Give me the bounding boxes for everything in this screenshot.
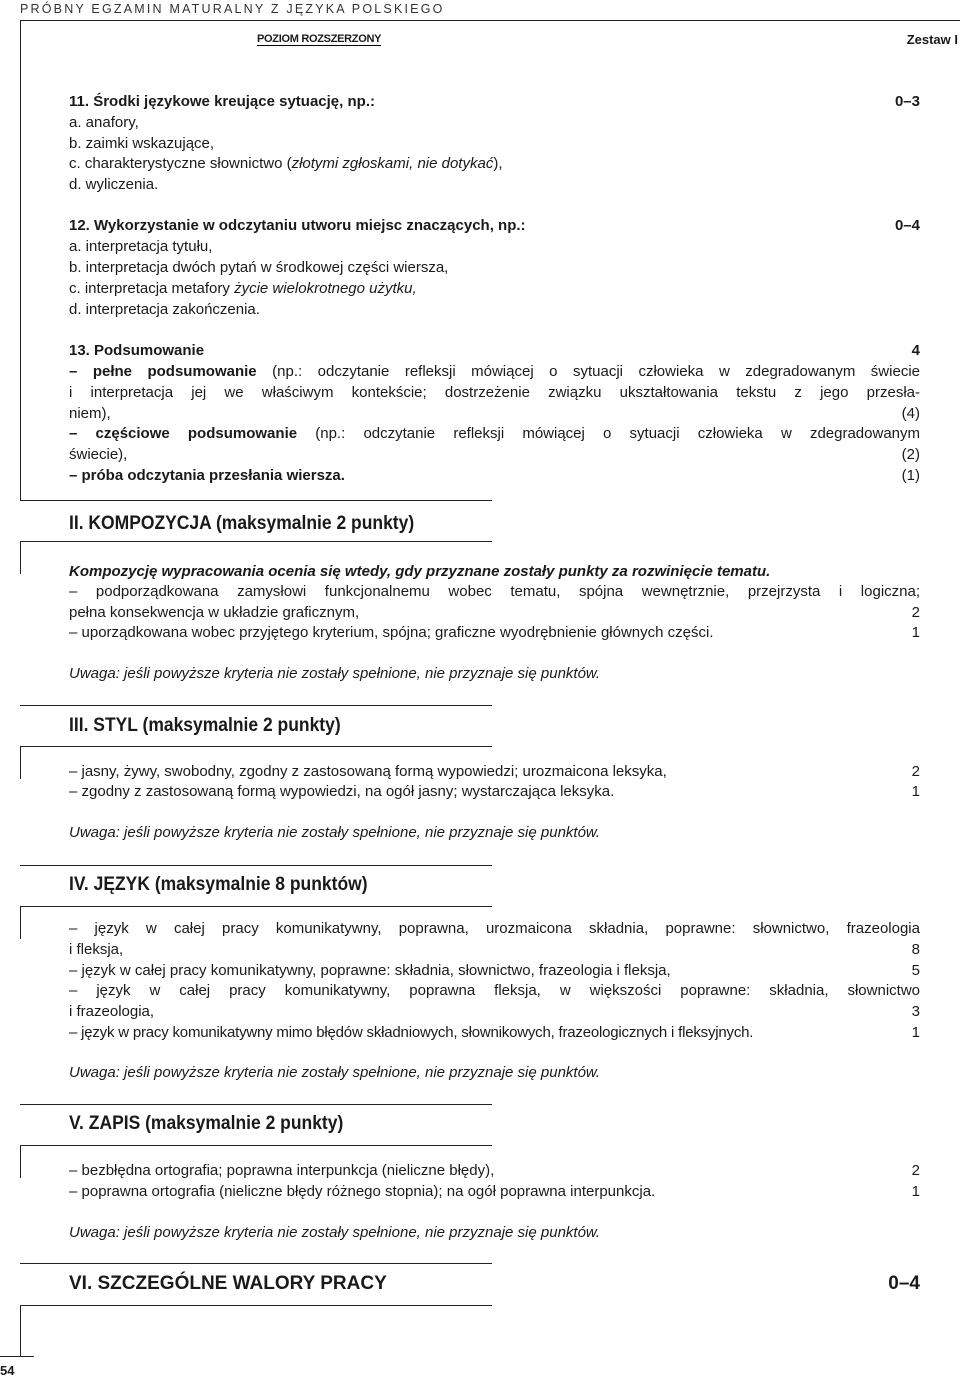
section-3-note: Uwaga: jeśli powyższe kryteria nie zostały spełnione, nie przyznaje się punktów. — [69, 824, 601, 841]
section-5-c1-score: 2 — [911, 1162, 920, 1179]
section-2-c2-score: 1 — [911, 624, 920, 641]
section-6-score: 0–4 — [888, 1273, 920, 1294]
frame-top-rule — [20, 20, 960, 21]
section-3-c2-score: 1 — [911, 783, 920, 800]
section-2-c1-score: 2 — [911, 604, 920, 621]
section-2-title: II. KOMPOZYCJA (maksymalnie 2 punkty) — [69, 513, 415, 534]
section-3-c2: – zgodny z zastosowaną formą wypowiedzi, na ogół jasny; wystarczająca leksyka. — [69, 783, 615, 800]
section-3-rule — [20, 746, 492, 747]
item-13-title: 13. Podsumowanie — [69, 342, 205, 359]
frame-bottom-rule — [20, 500, 492, 501]
section-4-note: Uwaga: jeśli powyższe kryteria nie zostały spełnione, nie przyznaje się punktów. — [69, 1064, 601, 1081]
section-4-side-rule — [20, 906, 21, 939]
item-11-a: a. anafory, — [69, 114, 139, 131]
item-11-b: b. zaimki wskazujące, — [69, 135, 215, 152]
exam-title: PRÓBNY EGZAMIN MATURALNY Z JĘZYKA POLSKIEGO — [20, 2, 445, 16]
section-6-rule — [20, 1305, 492, 1306]
section-5-rule — [20, 1145, 492, 1146]
section-2-c2: – uporządkowana wobec przyjętego kryterium, spójna; graficzne wyodrębnienie głównych części. — [69, 624, 714, 641]
section-4-c1-score: 8 — [911, 941, 920, 958]
item-12-title: 12. Wykorzystanie w odczytaniu utworu miejsc znaczących, np.: — [69, 217, 526, 234]
page-number-box — [0, 1356, 34, 1383]
section-5-note: Uwaga: jeśli powyższe kryteria nie zostały spełnione, nie przyznaje się punktów. — [69, 1224, 601, 1241]
section-3-c1-score: 2 — [911, 763, 920, 780]
section-4-c4: – język w pracy komunikatywny mimo błędów składniowych, słownikowych, frazeologicznych i fleksyjnych. — [69, 1024, 754, 1041]
section-3-side-rule — [20, 746, 21, 779]
section-2-c1-line2: pełna konsekwencja w układzie graficznym, — [69, 604, 360, 621]
section-2-end-rule — [20, 705, 492, 706]
item-12-c: c. interpretacja metafory życie wielokrotnego użytku, — [69, 280, 417, 297]
section-4-c3-score: 3 — [911, 1003, 920, 1020]
item-11-title: 11. Środki językowe kreujące sytuację, np.: — [69, 93, 375, 110]
exam-set: Zestaw I — [906, 32, 958, 47]
section-2-note: Uwaga: jeśli powyższe kryteria nie zostały spełnione, nie przyznaje się punktów. — [69, 665, 601, 682]
page-number: 54 — [0, 1363, 15, 1378]
section-4-c1-line2: i fleksja, — [69, 941, 124, 958]
item-13-full-line3: niem), — [69, 405, 111, 422]
section-5-title: V. ZAPIS (maksymalnie 2 punkty) — [69, 1113, 344, 1134]
item-12-score: 0–4 — [894, 217, 920, 234]
item-13-attempt: – próba odczytania przesłania wiersza. — [69, 467, 345, 484]
section-3-end-rule — [20, 865, 492, 866]
section-4-c4-score: 1 — [911, 1024, 920, 1041]
section-5-c2: – poprawna ortografia (nieliczne błędy różnego stopnia); na ogół poprawna interpunkcja. — [69, 1183, 656, 1200]
item-13-partial-line1: – częściowe podsumowanie (np.: odczytanie refleksji mówiącej o sytuacji człowieka w zdegradowanym — [69, 425, 921, 442]
section-2-side-rule — [20, 541, 21, 574]
section-4-title: IV. JĘZYK (maksymalnie 8 punktów) — [69, 874, 368, 895]
section-4-c3-line1: – język w całej pracy komunikatywny, poprawna fleksja, w większości poprawne: składnia, słownictwo — [69, 982, 920, 999]
section-5-end-rule — [20, 1263, 492, 1264]
item-12-d: d. interpretacja zakończenia. — [69, 301, 260, 318]
section-2-c1-line1: – podporządkowana zamysłowi funkcjonalnemu wobec tematu, spójna wewnętrznie, przejrzysta i logiczna; — [69, 583, 920, 600]
section-6-title: VI. SZCZEGÓLNE WALORY PRACY — [69, 1273, 387, 1294]
section-3-c1: – jasny, żywy, swobodny, zgodny z zastosowaną formą wypowiedzi; urozmaicona leksyka, — [69, 763, 667, 780]
exam-level: POZIOM ROZSZERZONY — [257, 33, 382, 45]
section-4-rule — [20, 906, 492, 907]
item-12-b: b. interpretacja dwóch pytań w środkowej części wiersza, — [69, 259, 449, 276]
item-13-partial-line2: świecie), — [69, 446, 128, 463]
item-13-score: 4 — [911, 342, 920, 359]
item-13-attempt-score: (1) — [901, 467, 920, 484]
section-4-c1-line1: – język w całej pracy komunikatywny, poprawna, urozmaicona składnia, poprawne: słownictwo, frazeologia — [69, 920, 920, 937]
section-4-c3-line2: i frazeologia, — [69, 1003, 155, 1020]
section-5-side-rule — [20, 1145, 21, 1178]
section-2-intro: Kompozycję wypracowania ocenia się wtedy, gdy przyznane zostały punkty za rozwinięcie tematu. — [69, 563, 771, 580]
item-13-full-line1: – pełne podsumowanie (np.: odczytanie refleksji mówiącej o sytuacji człowieka w zdegradowanym świecie — [69, 363, 920, 380]
frame-left-rule — [20, 20, 21, 501]
item-11-c: c. charakterystyczne słownictwo (złotymi zgłoskami, nie dotykać), — [69, 155, 503, 172]
section-5-c1: – bezbłędna ortografia; poprawna interpunkcja (nieliczne błędy), — [69, 1162, 495, 1179]
item-13-full-score: (4) — [901, 405, 920, 422]
section-4-c2: – język w całej pracy komunikatywny, poprawne: składnia, słownictwo, frazeologia i fleksja, — [69, 962, 671, 979]
section-5-c2-score: 1 — [911, 1183, 920, 1200]
section-2-rule — [20, 541, 492, 542]
section-3-title: III. STYL (maksymalnie 2 punkty) — [69, 715, 341, 736]
item-13-full-line2: i interpretacja jej we właściwym kontekście; dostrzeżenie związku ukształtowania tekstu z jego przesła- — [69, 384, 920, 401]
section-4-c2-score: 5 — [911, 962, 920, 979]
item-13-partial-score: (2) — [901, 446, 920, 463]
item-12-a: a. interpretacja tytułu, — [69, 238, 213, 255]
item-11-d: d. wyliczenia. — [69, 176, 159, 193]
section-4-end-rule — [20, 1104, 492, 1105]
item-11-score: 0–3 — [894, 93, 920, 110]
